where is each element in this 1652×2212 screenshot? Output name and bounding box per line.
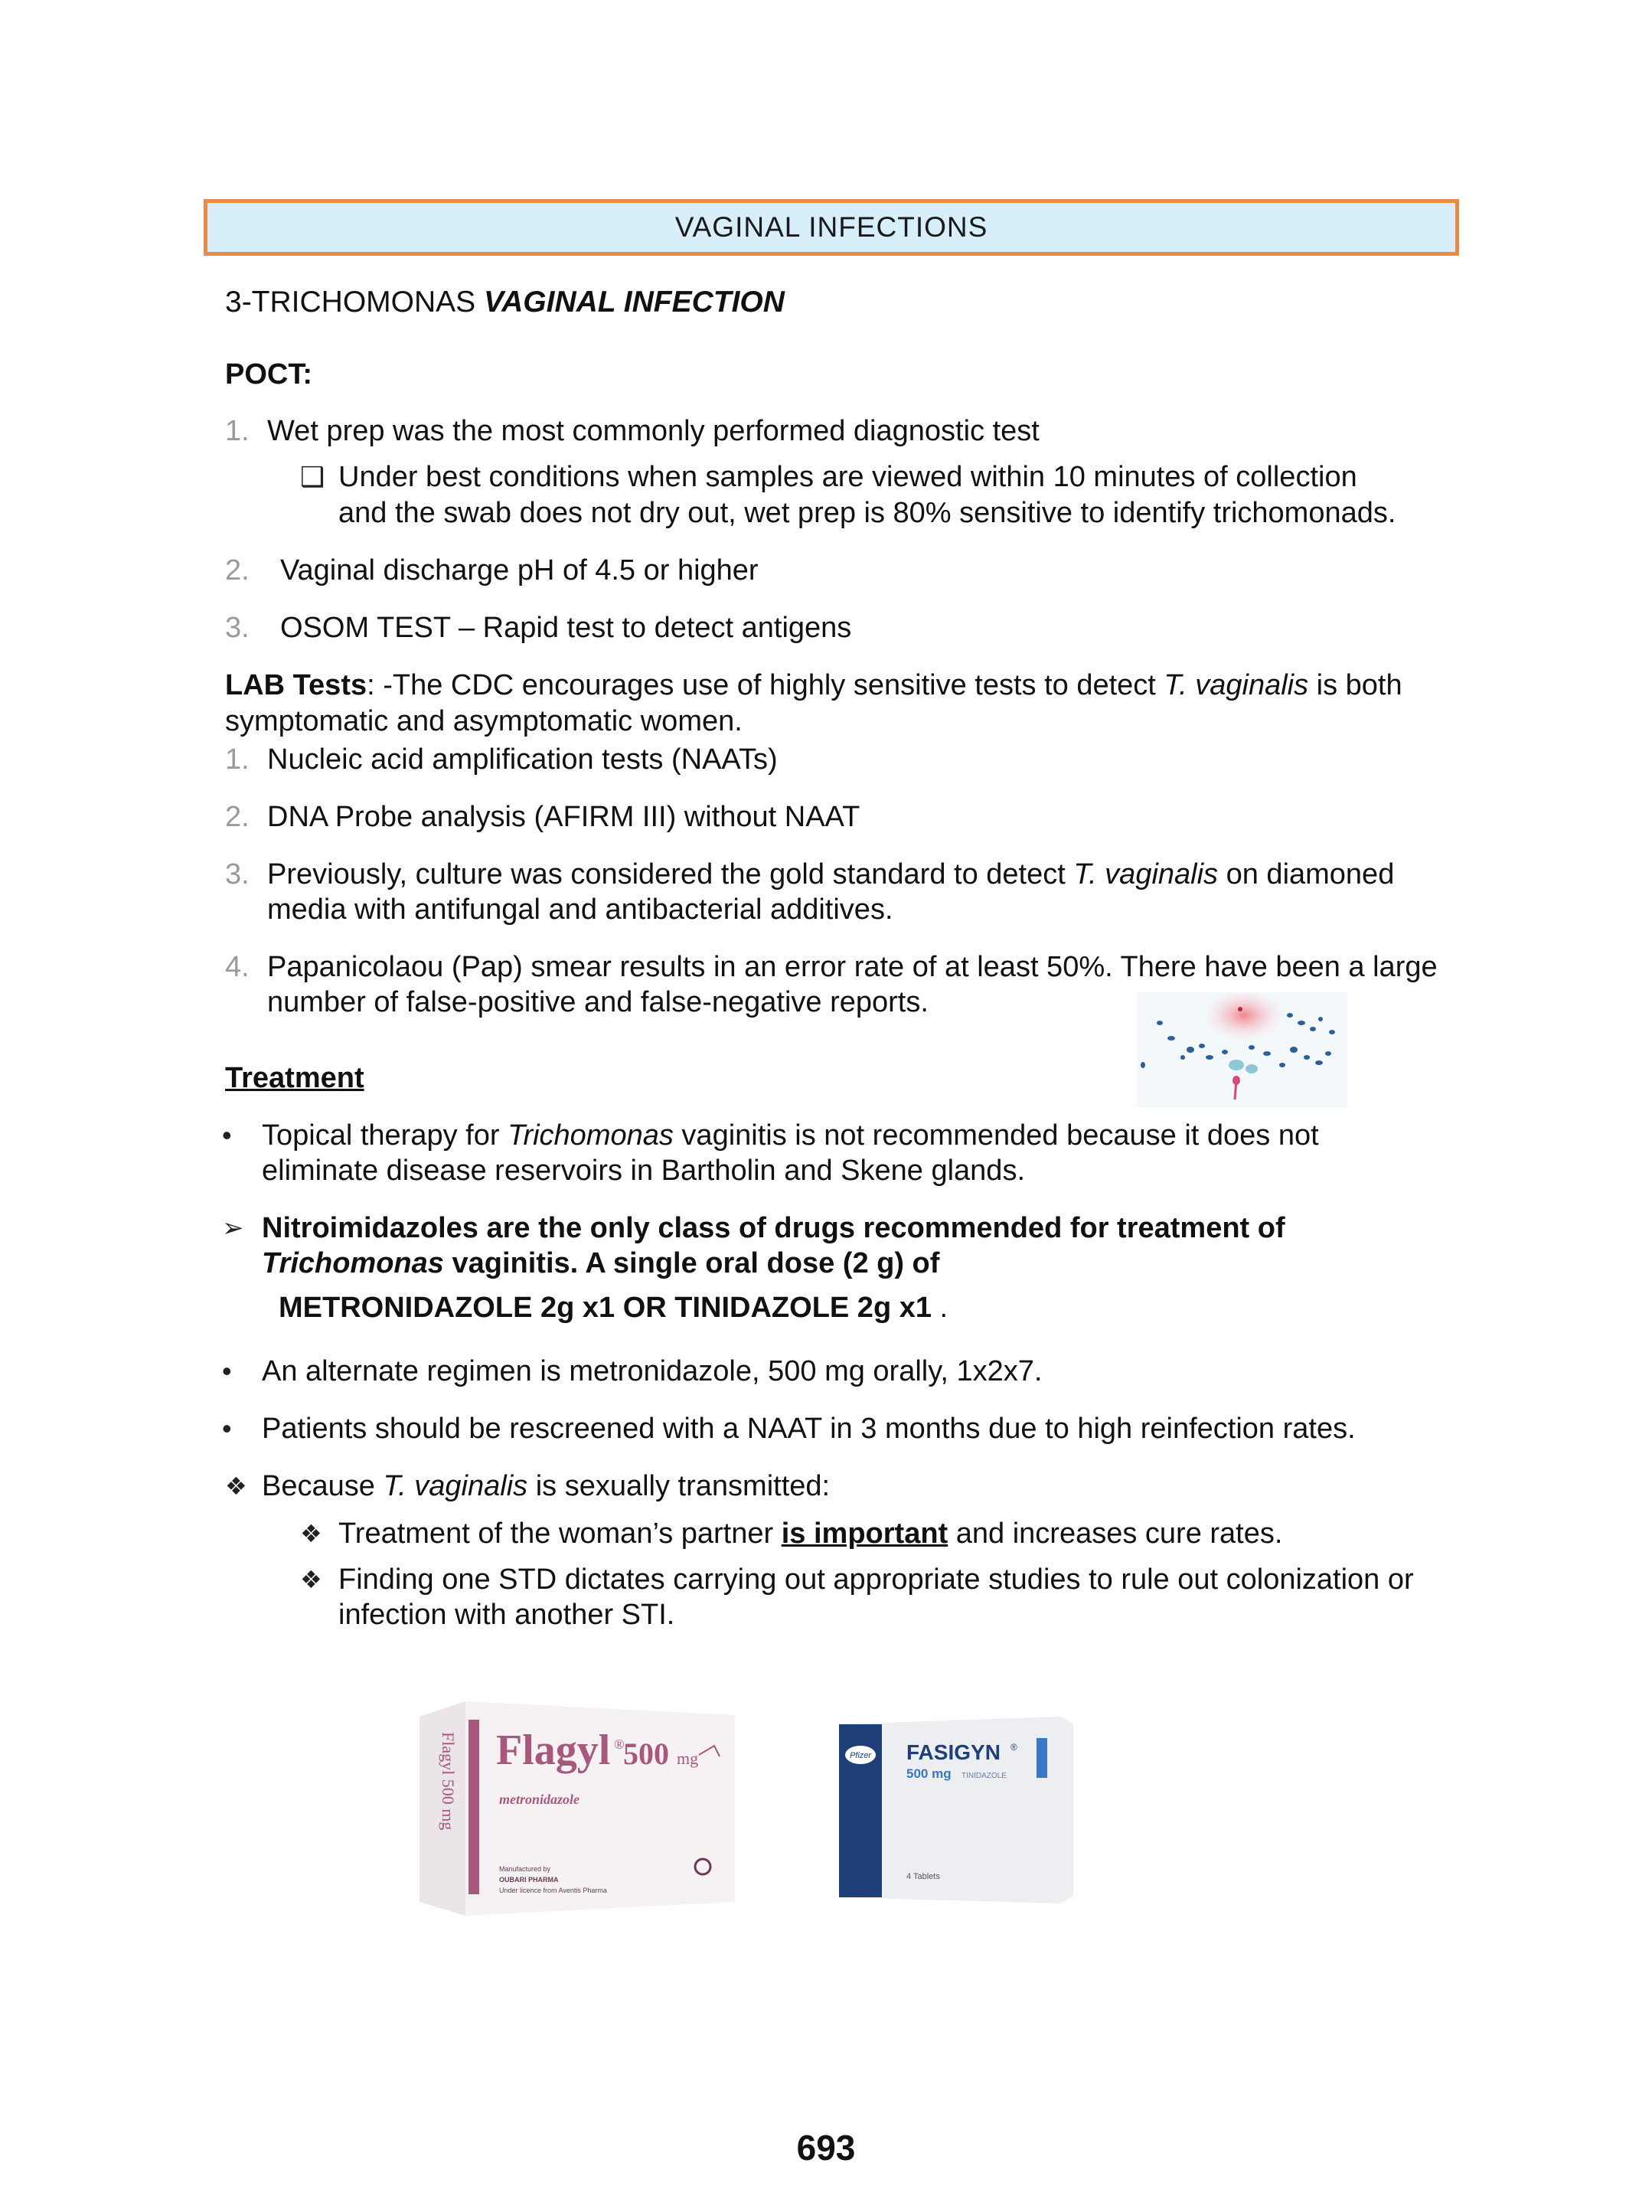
flagyl-unit: mg: [677, 1749, 699, 1768]
treatment-diamond-italic: T. vaginalis: [383, 1470, 528, 1502]
flagyl-box-image: [420, 1701, 735, 1916]
treatment-bullet1-b: vaginitis is not recommended because it does not: [673, 1119, 1319, 1152]
treatment-sub1-b: and increases cure rates.: [948, 1518, 1283, 1550]
treatment-bullet1-italic: Trichomonas: [508, 1119, 674, 1152]
treatment-bullet1-line2: eliminate disease reservoirs in Bartholin and Skene glands.: [262, 1155, 1025, 1187]
poct-item-text: Vaginal discharge pH of 4.5 or higher: [280, 554, 759, 586]
lab-item-line2: number of false-positive and false-negative reports.: [267, 986, 929, 1018]
lab-item-text-b: on diamoned: [1218, 858, 1395, 890]
poct-item-number: 3.: [225, 612, 250, 644]
treatment-diamond: [262, 1469, 830, 1504]
treatment-arrow-end: .: [931, 1292, 948, 1324]
treatment-bullet2: An alternate regimen is metronidazole, 500 mg orally, 1x2x7.: [262, 1355, 1043, 1387]
treatment-drug-regimen: METRONIDAZOLE 2g x1 OR TINIDAZOLE 2g x1: [279, 1292, 932, 1324]
lab-item-text: DNA Probe analysis (AFIRM III) without NAAT: [267, 801, 860, 833]
fasigyn-tablets: 4 Tablets: [906, 1872, 940, 1881]
fasigyn-generic: TINIDAZOLE: [961, 1772, 1007, 1780]
treatment-arrow-rest: vaginitis. A single oral dose (2 g) of: [443, 1247, 940, 1279]
poct-item-text: Wet prep was the most commonly performed diagnostic test: [267, 415, 1040, 447]
treatment-diamond-a: Because: [262, 1470, 384, 1502]
trichomonas-micrograph-image: [1137, 992, 1347, 1107]
lab-item-number: 4.: [225, 951, 250, 983]
treatment-bullet3: Patients should be rescreened with a NAAT in 3 months due to high reinfection rates.: [262, 1413, 1356, 1445]
poct-item-text: OSOM TEST – Rapid test to detect antigens: [280, 612, 852, 644]
treatment-heading: Treatment: [225, 1062, 364, 1094]
poct-sub-item-line2: and the swab does not dry out, wet prep is 80% sensitive to identify trichomonads.: [338, 497, 1396, 529]
bullet-dot-icon: •: [222, 1413, 232, 1444]
treatment-diamond-b: is sexually transmitted:: [527, 1470, 831, 1502]
flagyl-maker2: OUBARI PHARMA: [499, 1876, 559, 1884]
lab-label: LAB Tests: [225, 669, 367, 701]
section-title-prefix: 3-TRICHOMONAS: [225, 286, 485, 319]
treatment-diamond-sub1: [338, 1516, 1282, 1551]
flagyl-brand: Flagyl: [496, 1727, 611, 1774]
lab-item-number: 1.: [225, 743, 250, 776]
treatment-sub1-emphasis: is important: [781, 1518, 948, 1550]
fasigyn-reg: ®: [1010, 1742, 1017, 1753]
section-title-italic: VAGINAL INFECTION: [484, 286, 785, 319]
flagyl-maker: Manufactured by: [499, 1865, 551, 1873]
treatment-sub1-a: Treatment of the woman’s partner: [338, 1518, 782, 1550]
lab-item-text: Nucleic acid amplification tests (NAATs): [267, 743, 778, 776]
section-header-title: VAGINAL INFECTIONS: [674, 211, 988, 243]
checkbox-square-icon: ❑: [300, 461, 325, 492]
poct-heading: POCT:: [225, 358, 312, 390]
section-header-box: [204, 199, 1459, 256]
flagyl-dose: 500: [623, 1737, 669, 1771]
lab-item-number: 2.: [225, 801, 250, 833]
lab-intro-line1: [225, 668, 1402, 703]
lab-item-line2: media with antifungal and antibacterial additives.: [267, 894, 893, 926]
lab-item-text-a: Previously, culture was considered the gold standard to detect: [267, 858, 1074, 890]
lab-intro-line2: symptomatic and asymptomatic women.: [225, 705, 743, 737]
lab-intro-italic: T. vaginalis: [1164, 669, 1309, 701]
flagyl-licence: Under licence from Aventis Pharma: [499, 1887, 607, 1894]
flagyl-generic: metronidazole: [499, 1792, 580, 1807]
lab-item-text: [267, 857, 1394, 892]
treatment-arrow-line3: [279, 1290, 948, 1325]
flagyl-side-label: Flagyl 500 mg: [439, 1732, 458, 1831]
treatment-diamond-sub2-line2: infection with another STI.: [338, 1599, 675, 1631]
diamond-bullet-icon: ❖: [300, 1566, 322, 1593]
lab-intro-a: : -The CDC encourages use of highly sensitive tests to detect: [367, 669, 1164, 701]
treatment-diamond-sub2-line1: Finding one STD dictates carrying out appropriate studies to rule out colonization or: [338, 1563, 1414, 1596]
fasigyn-dose: 500 mg: [906, 1766, 952, 1781]
bullet-dot-icon: •: [222, 1119, 232, 1151]
poct-item-number: 2.: [225, 554, 250, 586]
poct-sub-item-line1: Under best conditions when samples are viewed within 10 minutes of collection: [338, 461, 1357, 493]
treatment-arrow-line2: [262, 1246, 939, 1281]
poct-item-number: 1.: [225, 415, 250, 447]
page-number: 693: [796, 2128, 856, 2168]
treatment-bullet1: [262, 1118, 1319, 1153]
treatment-arrow-line1: Nitroimidazoles are the only class of drugs recommended for treatment of: [262, 1212, 1285, 1244]
lab-item-number: 3.: [225, 858, 250, 890]
section-title: [225, 285, 785, 320]
treatment-arrow-italic: Trichomonas: [262, 1247, 444, 1279]
lab-intro-b: is both: [1308, 669, 1402, 701]
treatment-bullet1-a: Topical therapy for: [262, 1119, 508, 1152]
diamond-bullet-icon: ❖: [300, 1520, 322, 1547]
lab-item-italic: T. vaginalis: [1073, 858, 1219, 890]
lab-item-text: Papanicolaou (Pap) smear results in an error rate of at least 50%. There have been a large: [267, 951, 1438, 983]
fasigyn-brand: FASIGYN: [906, 1740, 1001, 1764]
diamond-bullet-icon: ❖: [225, 1472, 247, 1500]
flagyl-reg: ®: [614, 1737, 625, 1752]
arrow-bullet-icon: ➢: [222, 1214, 244, 1243]
fasigyn-box-image: [839, 1717, 1073, 1903]
bullet-dot-icon: •: [222, 1355, 232, 1387]
pfizer-logo: Pfizer: [849, 1751, 872, 1760]
